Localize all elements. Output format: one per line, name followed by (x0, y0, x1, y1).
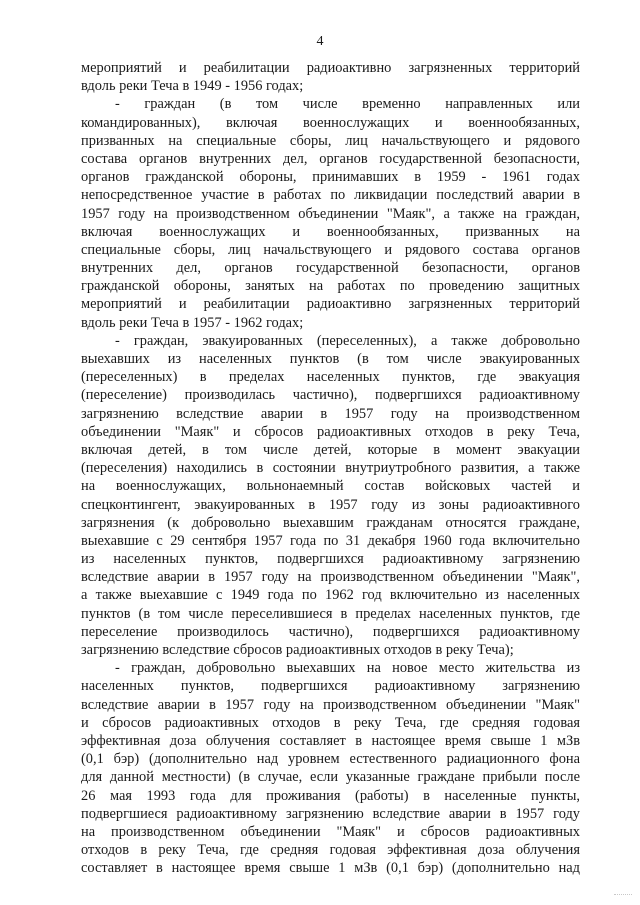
text-line: для данной местности) (в случае, если указанные граждане прибыли после (81, 769, 580, 786)
text-line: (переселенных) в пределах населенных пунктов, где эвакуация (81, 369, 580, 386)
text-line: специальные сборы, лиц начальствующего и рядового состава органов (81, 241, 580, 258)
text-line: непосредственное участие в работах по ликвидации последствий аварии в (81, 187, 580, 204)
text-line: объединении "Маяк" и сбросов радиоактивных отходов в реку Теча, (81, 423, 580, 440)
text-line: 26 мая 1993 года для проживания (работы) в населенные пункты, (81, 787, 580, 804)
document-body (81, 59, 580, 877)
paragraph-continuation (81, 59, 580, 95)
text-line: внутренних дел, органов государственной безопасности, органов (81, 260, 580, 277)
text-line: состава органов внутренних дел, органов государственной безопасности, (81, 150, 580, 167)
text-line: вдоль реки Теча в 1957 - 1962 годах; (81, 314, 304, 331)
text-line: подвергшиеся радиоактивному загрязнению вследствие аварии в 1957 году (81, 805, 580, 822)
text-line: 1957 году на производственном объединении "Маяк", а также на граждан, (81, 205, 580, 222)
text-line: (переселения) находились в состоянии внутриутробного развития, а также (81, 460, 580, 477)
text-line: из населенных пунктов, подвергшихся радиоактивному загрязнению (81, 551, 580, 568)
text-line: командированных), включая военнослужащих и военнообязанных, (81, 114, 580, 131)
text-line: призванных на специальные сборы, лиц начальствующего и рядового (81, 132, 580, 149)
text-line: вследствие аварии в 1957 году на производственном объединении "Маяк", (81, 569, 580, 586)
text-line: спецконтингент, эвакуированных в 1957 году из зоны радиоактивного (81, 496, 580, 513)
text-line: вследствие аварии в 1957 году на производственном объединении "Маяк" (81, 696, 580, 713)
text-line: включая военнослужащих и военнообязанных, призванных на (81, 223, 580, 240)
text-line: - граждан (в том числе временно направленных или (115, 96, 580, 113)
text-line: - граждан, эвакуированных (переселенных), а также добровольно (115, 332, 580, 349)
paragraph-list-item (81, 659, 580, 877)
paragraph-list-item (81, 332, 580, 659)
text-line: (0,1 бэр) (дополнительно над уровнем естественного радиационного фона (81, 751, 580, 768)
scan-artifact (614, 894, 632, 899)
text-line: вдоль реки Теча в 1949 - 1956 годах; (81, 78, 304, 95)
text-line: на военнослужащих, вольнонаемный состав войсковых частей и (81, 478, 580, 495)
text-line: гражданской обороны, занятых на работах по проведению защитных (81, 278, 580, 295)
text-line: загрязнению вследствие сбросов радиоактивных отходов в реку Теча); (81, 642, 514, 658)
text-line: - граждан, добровольно выехавших на новое место жительства из (115, 660, 580, 677)
text-line: загрязнения (к добровольно выехавшим гражданам относятся граждане, (81, 514, 580, 531)
text-line: мероприятий и реабилитации радиоактивно загрязненных территорий (81, 60, 580, 76)
text-line: включая детей, в том числе детей, которые в момент эвакуации (81, 441, 580, 458)
text-line: населенных пунктов, подвергшихся радиоактивному загрязнению (81, 678, 580, 695)
text-line: загрязнению вследствие аварии в 1957 году на производственном (81, 405, 580, 422)
text-line: органов гражданской обороны, принимавших в 1959 - 1961 годах (81, 169, 580, 186)
text-line: а также выехавшие с 1949 года по 1962 год включительно из населенных (81, 587, 580, 604)
text-line: эффективная доза облучения составляет в настоящее время свыше 1 мЗв (81, 732, 580, 749)
text-line: и сбросов радиоактивных отходов в реку Теча, где средняя годовая (81, 714, 580, 731)
text-line: отходов в реку Теча, где средняя годовая эффективная доза облучения (81, 842, 580, 859)
text-line: мероприятий и реабилитации радиоактивно загрязненных территорий (81, 296, 580, 313)
text-line: составляет в настоящее время свыше 1 мЗв (0,1 бэр) (дополнительно над (81, 860, 580, 877)
text-line: на производственном объединении "Маяк" и сбросов радиоактивных (81, 823, 580, 840)
text-line: выехавших из населенных пунктов (в том числе эвакуированных (81, 351, 580, 367)
page-number: 4 (316, 34, 324, 49)
text-line: выехавшие с 29 сентября 1957 года по 31 декабря 1960 года включительно (81, 532, 580, 549)
paragraph-list-item (81, 95, 580, 331)
text-line: пунктов (в том числе переселившиеся в пределах населенных пунктов, где (81, 605, 580, 622)
text-line: (переселение) производилась частично), подвергшихся радиоактивному (81, 387, 580, 404)
text-line: переселение производилось частично), подвергшихся радиоактивному (81, 623, 580, 640)
